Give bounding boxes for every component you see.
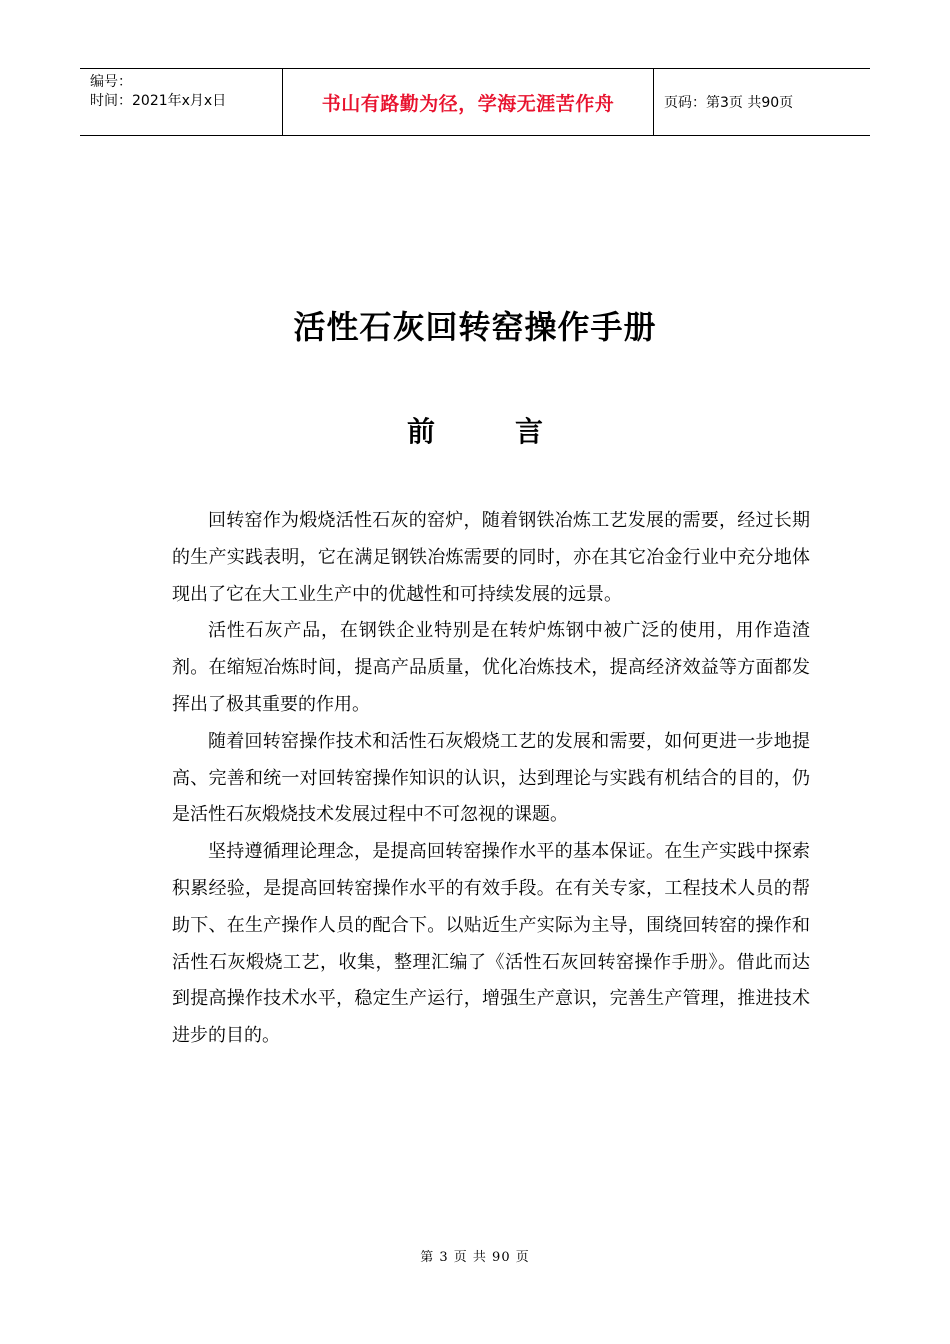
document-title: 活性石灰回转窑操作手册 <box>293 308 657 346</box>
body-paragraph: 坚持遵循理论理念，是提高回转窑操作水平的基本保证。在生产实践中探索积累经验，是提高回转窑操作水平的有效手段。在有关专家，工程技术人员的帮助下、在生产操作人员的配合下。以贴近生产实际为主导，围绕回转窑的操作和活性石灰煅烧工艺，收集，整理汇编了《活性石灰回转窑操作手册》。借此而达到提高操作技术水平，稳定生产运行，增强生产意识，完善生产管理，推进技术进步的目的。 <box>172 841 810 1047</box>
body-paragraph: 回转窑作为煅烧活性石灰的窑炉，随着钢铁冶炼工艺发展的需要，经过长期的生产实践表明，它在满足钢铁冶炼需要的同时，亦在其它冶金行业中充分地体现出了它在大工业生产中的优越性和可持续发展的远景。 <box>172 510 810 605</box>
body-paragraph: 活性石灰产品，在钢铁企业特别是在转炉炼钢中被广泛的使用，用作造渣剂。在缩短冶炼时间，提高产品质量，优化冶炼技术，提高经济效益等方面都发挥出了极其重要的作用。 <box>172 620 810 715</box>
page-header <box>80 68 870 136</box>
page-footer: 第 3 页 共 90 页 <box>420 1250 530 1265</box>
header-page-info: 页码：第3页 共90页 <box>664 95 794 111</box>
header-motto: 书山有路勤为径，学海无涯苦作舟 <box>282 69 654 135</box>
document-date: 时间：2021年x月x日 <box>90 93 227 109</box>
body-paragraph: 随着回转窑操作技术和活性石灰煅烧工艺的发展和需要，如何更进一步地提高、完善和统一对回转窑操作知识的认识，达到理论与实践有机结合的目的，仍是活性石灰煅烧技术发展过程中不可忽视的课题。 <box>172 730 810 826</box>
header-meta <box>80 69 282 135</box>
document-number-label: 编号： <box>90 74 132 90</box>
section-heading: 前言 <box>406 415 623 448</box>
document-body <box>172 503 810 1055</box>
